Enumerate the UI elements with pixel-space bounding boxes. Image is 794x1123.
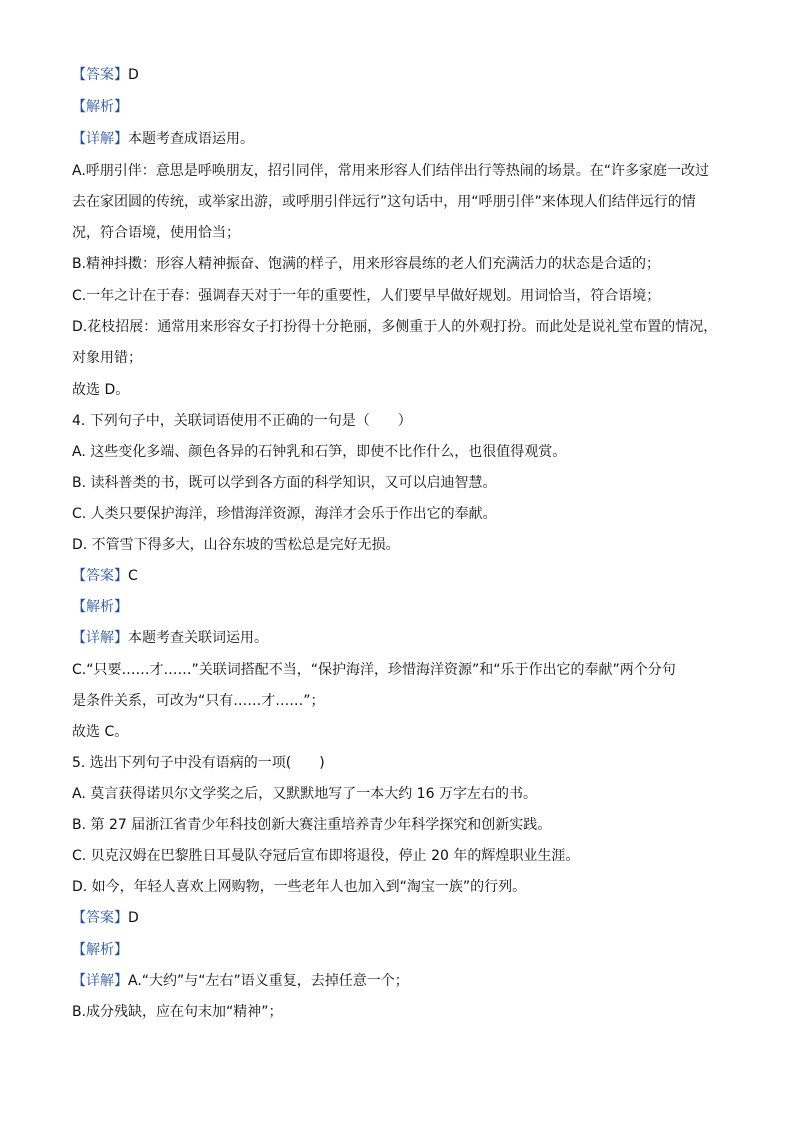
q4-option-a: A. 这些变化多端、颜色各异的石钟乳和石笋，即使不比作什么，也很值得观赏。 <box>72 444 567 460</box>
detail-tag: 【详解】 <box>72 973 128 989</box>
analysis-tag: 【解析】 <box>72 99 128 115</box>
answer-tag: 【答案】 <box>72 67 128 83</box>
q4-conclusion: 故选 C。 <box>72 724 129 740</box>
q4-c-line-1: C.“只要……才……”关联词搭配不当，“保护海洋，珍惜海洋资源”和“乐于作出它的奉献”两个分句 <box>72 662 676 678</box>
q4-analysis-tag <box>72 597 722 617</box>
q5-stem: 5. 选出下列句子中没有语病的一项( ) <box>72 755 325 771</box>
q4-c-line-2: 是条件关系，可改为“只有……才……”； <box>72 693 325 709</box>
q5-option-d: D. 如今，年轻人喜欢上网购物，一些老年人也加入到“淘宝一族”的行列。 <box>72 879 527 895</box>
q5-option-a: A. 莫言获得诺贝尔文学奖之后，又默默地写了一本大约 16 万字左右的书。 <box>72 786 537 802</box>
q5-analysis-tag <box>72 940 722 960</box>
q3-conclusion: 故选 D。 <box>72 382 130 398</box>
q4-stem: 4. 下列句子中，关联词语使用不正确的一句是（ ） <box>72 413 412 429</box>
detail-a: A.“大约”与“左右”语义重复，去掉任意一个； <box>128 973 409 989</box>
answer-value: D <box>128 910 139 926</box>
q4-option-d: D. 不管雪下得多大，山谷东坡的雪松总是完好无损。 <box>72 537 400 553</box>
q4-option-b: B. 读科普类的书，既可以学到各方面的科学知识，又可以启迪智慧。 <box>72 475 497 491</box>
q3-detail-line <box>72 129 722 149</box>
q5-detail-line <box>72 971 722 991</box>
analysis-tag: 【解析】 <box>72 599 128 615</box>
q5-answer-line <box>72 908 722 928</box>
q4-option-c: C. 人类只要保护海洋，珍惜海洋资源，海洋才会乐于作出它的奉献。 <box>72 506 497 522</box>
answer-value: C <box>128 568 138 584</box>
q3-analysis-tag <box>72 97 722 117</box>
q5-option-c: C. 贝克汉姆在巴黎胜日耳曼队夺冠后宣布即将退役，停止 20 年的辉煌职业生涯。 <box>72 848 580 864</box>
detail-tag: 【详解】 <box>72 630 128 646</box>
q3-a-line-3: 况，符合语境，使用恰当； <box>72 225 240 241</box>
q3-a-line-2: 去在家团圆的传统，或举家出游，或呼朋引伴远行”这句话中，用“呼朋引伴”来体现人们结伴远行的情 <box>72 194 696 210</box>
q5-option-b: B. 第 27 届浙江省青少年科技创新大赛注重培养青少年科学探究和创新实践。 <box>72 817 552 833</box>
q4-answer-line <box>72 566 722 586</box>
q3-b-line: B.精神抖擞：形容人精神振奋、饱满的样子，用来形容晨练的老人们充满活力的状态是合适的； <box>72 256 661 272</box>
answer-value: D <box>128 67 139 83</box>
answer-tag: 【答案】 <box>72 568 128 584</box>
answer-tag: 【答案】 <box>72 910 128 926</box>
detail-intro: 本题考查成语运用。 <box>128 131 254 147</box>
q3-answer-line <box>72 65 722 85</box>
q3-a-line-1: A.呼朋引伴：意思是呼唤朋友，招引同伴，常用来形容人们结伴出行等热闹的场景。在“许多家庭一改过 <box>72 163 710 179</box>
q5-detail-b: B.成分残缺，应在句末加“精神”； <box>72 1004 283 1020</box>
q3-c-line: C.一年之计在于春：强调春天对于一年的重要性，人们要早早做好规划。用词恰当，符合语境； <box>72 288 661 304</box>
q4-detail-line <box>72 628 722 648</box>
analysis-tag: 【解析】 <box>72 942 128 958</box>
detail-tag: 【详解】 <box>72 131 128 147</box>
q3-d-line-1: D.花枝招展：通常用来形容女子打扮得十分艳丽，多侧重于人的外观打扮。而此处是说礼堂布置的情况， <box>72 319 718 335</box>
detail-intro: 本题考查关联词运用。 <box>128 630 268 646</box>
q3-d-line-2: 对象用错； <box>72 350 142 366</box>
